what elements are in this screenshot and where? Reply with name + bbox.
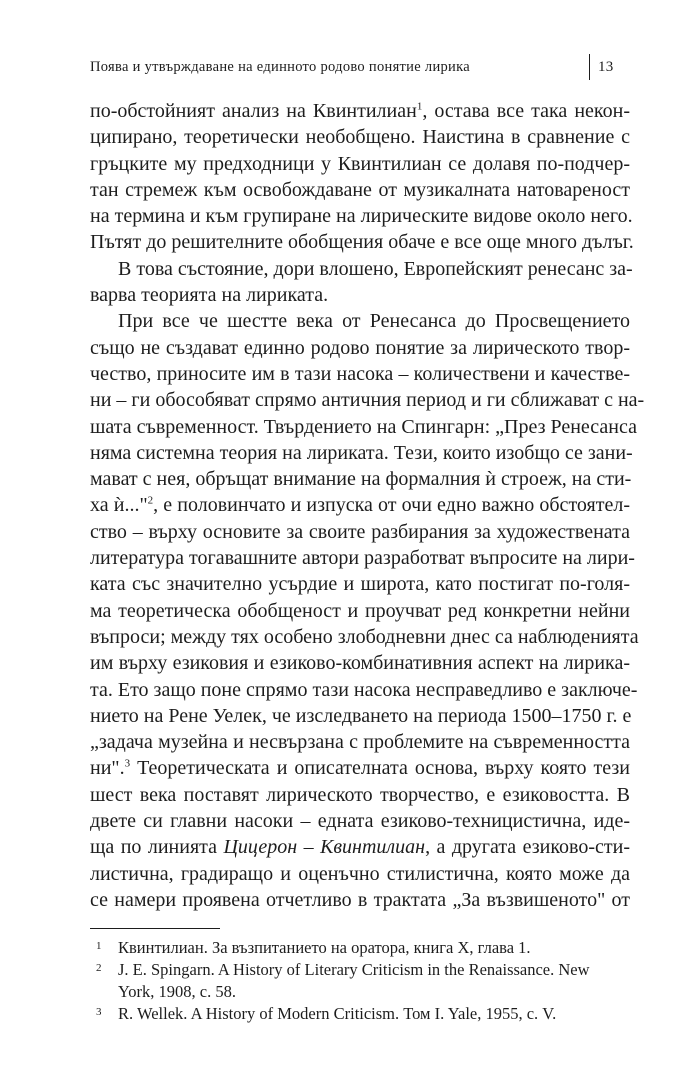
footnote-ref: 3 <box>124 757 131 770</box>
text-line: няма системна теория на лириката. Тези, които изобщо се зани- <box>90 441 633 464</box>
text-line: въпроси; между тях особено злободневни днес са наблюденията <box>90 625 639 648</box>
text-line: Пътят до решителните обобщения обаче е все още много дълъг. <box>90 231 634 254</box>
text-line: чество, приносите им в тази насока – количествени и качестве- <box>90 362 630 385</box>
paragraph-2 <box>90 256 633 309</box>
text-line: нието на Рене Уелек, че изследването на периода 1500–1750 г. е <box>90 704 632 727</box>
body-text <box>90 98 645 913</box>
text-line: гръцките му предходници у Квинтилиан се долавя по-подчер- <box>90 152 630 175</box>
page-number: 13 <box>598 59 614 75</box>
text-line: ката със значително усърдие и широта, като постигат по-голя- <box>90 573 630 596</box>
paragraph-3 <box>90 308 645 913</box>
text-line: ни".$^3$ Теоретическата и описателната основа, върху която тези <box>90 757 630 780</box>
footnote-number: 3 <box>96 1006 102 1018</box>
footnote-text: York, 1908, с. 58. <box>118 982 236 1001</box>
footnote-ref: 1 <box>416 100 423 113</box>
emphasis: Цицерон – Квинтилиан <box>223 836 426 859</box>
text-line: „задача музейна и несвързана с проблемите на съвременността <box>90 731 630 754</box>
text-line: ни – ги обособяват спрямо античния период и ги сближават с на- <box>90 389 645 412</box>
footnote-number: 2 <box>96 962 102 974</box>
footnote-number: 1 <box>96 940 102 952</box>
text-line: тан стремеж към освобождаване от музикалната натовареност <box>90 178 630 201</box>
text-line: листична, градиращо и оценъчно стилистична, която може да <box>90 862 630 885</box>
text-line: на термина и към групиране на лирическите видове около него. <box>90 205 633 228</box>
text-line: варва теорията на лириката. <box>90 284 329 307</box>
text-line: по-обстойният анализ на Квинтилиан$^1$, остава все така некон- <box>90 100 630 122</box>
footnote-divider <box>90 928 220 929</box>
running-header-title: Поява и утвърждаване на единното родово понятие лирика <box>90 59 470 75</box>
text-line: двете си главни насоки – едната езиково-техницистична, иде- <box>90 810 630 833</box>
footnote <box>90 1003 630 1025</box>
text-line: В това състояние, дори влошено, Европейският ренесанс за- <box>118 257 633 280</box>
text-line: При все че шестте века от Ренесанса до Просвещението <box>118 310 630 333</box>
footnote-ref: 2 <box>147 494 154 507</box>
text-line: литература тогавашните автори разработват въпросите на лири- <box>90 547 635 570</box>
footnote-text: J. E. Spingarn. A History of Literary Criticism in the Renaissance. New <box>118 960 590 979</box>
footnotes <box>90 937 630 1025</box>
header-separator <box>589 54 590 80</box>
text-line: ма теоретическа обобщеност и проучват ред конкретни нейни <box>90 599 630 622</box>
text-line: ха ѝ..."$^2$, е половинчато и изпуска от очи едно важно обстоятел- <box>90 494 630 517</box>
footnote-text: R. Wellek. A History of Modern Criticism. Том I. Yale, 1955, с. V. <box>118 1004 557 1023</box>
footnote <box>90 937 630 959</box>
text-line: ство – върху основите за своите разбирания за художествената <box>90 520 630 543</box>
footnote-text: Квинтилиан. За възпитанието на оратора, книга X, глава 1. <box>118 938 531 957</box>
running-header <box>90 55 630 81</box>
text-line: мават с нея, обръщат внимание на формалния ѝ строеж, на сти- <box>90 468 632 491</box>
text-line: та. Ето защо поне спрямо тази насока несправедливо е заключе- <box>90 678 638 701</box>
footnote <box>90 959 630 1003</box>
text-line: ща по линията Цицерон – Квинтилиан, а другата езиково-сти- <box>90 836 630 859</box>
text-line: ципирано, теоретически необобщено. Наистина в сравнение с <box>90 126 630 149</box>
text-line: също не създават единно родово понятие за лирическото твор- <box>90 336 630 359</box>
text-line: се намери проявена отчетливо в трактата „За възвишеното" от <box>90 888 630 911</box>
paragraph-1 <box>90 98 634 256</box>
text-line: шата съвременност. Твърдението на Спингарн: „През Ренесанса <box>90 415 637 438</box>
text-line: им върху езиковия и езиково-комбинативния аспект на лирика- <box>90 652 630 675</box>
text-line: шест века поставят лирическото творчество, е езиковостта. В <box>90 783 630 806</box>
